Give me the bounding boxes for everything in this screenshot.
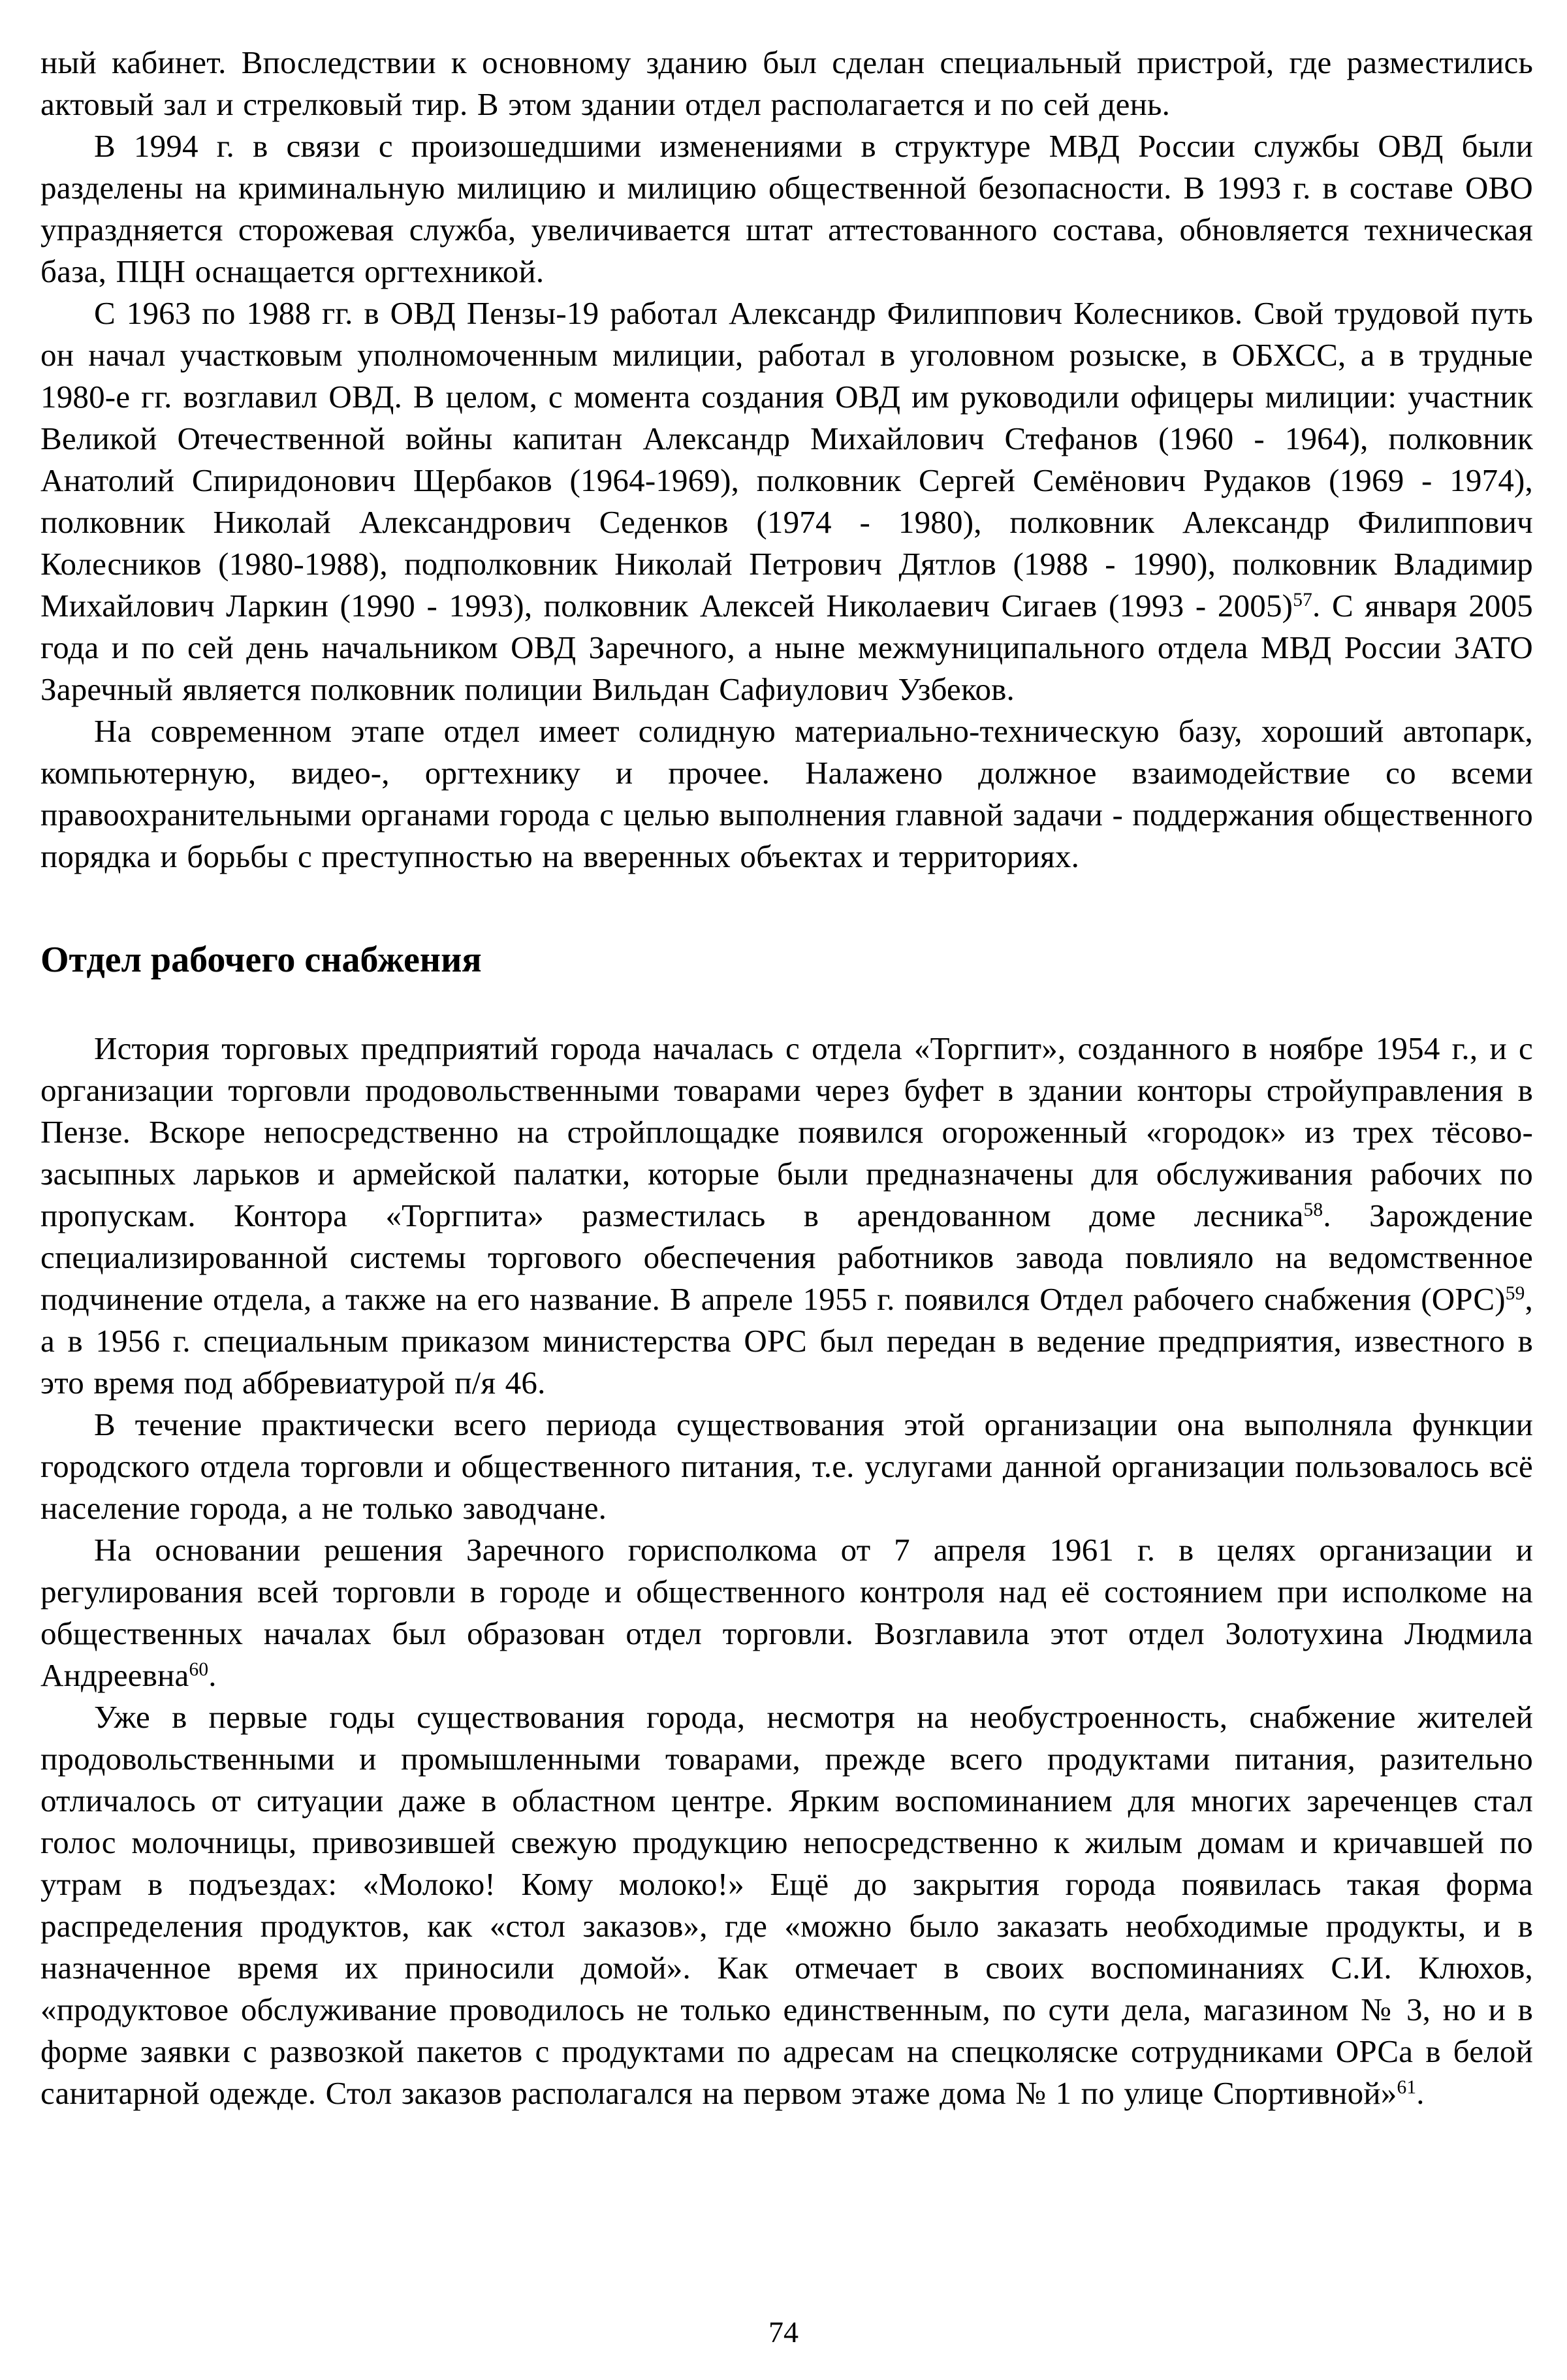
footnote-reference: 60 xyxy=(189,1658,209,1680)
paragraph: Уже в первые годы существования города, несмотря на необустроенность, снабжение жителей продовольственными и промышленными товарами, прежде всего продуктами питания, разительно отличалось от ситуации даже в областном центре. Ярким воспоминанием для многих зареченцев стал голос молочницы, привозившей свежую продукцию непосредственно к жилым домам и кричавшей по утрам в подъездах: «Молоко! Кому молоко!» Ещё до закрытия города появилась такая форма распределения продуктов, как «стол заказов», где «можно было заказать необходимые продукты, и в назначенное время их приносили домой». Как отмечает в своих воспоминаниях С.И. Клюхов, «продуктовое обслуживание проводилось не только единственным, по сути дела, магазином № 3, но и в форме заявки с развозкой пакетов с продуктами по адресам на спецколяске сотрудниками ОРСа в белой санитарной одежде. Стол заказов располагался на первом этаже дома № 1 по улице Спортивной»$^{61}$. xyxy=(40,1699,1533,2111)
paragraph: История торговых предприятий города началась с отдела «Торгпит», созданного в ноябре 1954 г., и с организации торговли продовольственными товарами через буфет в здании конторы стройуправления в Пензе. Вскоре непосредственно на стройплощадке появился огороженный «городок» из трех тёсово-засыпных ларьков и армейской палатки, которые были предназначены для обслуживания рабочих по пропускам. Контора «Торгпита» разместилась в арендованном доме лесника$^{58}$. Зарождение специализированной системы торгового обеспечения работников завода повлияло на ведомственное подчинение отдела, а также на его название. В апреле 1955 г. появился Отдел рабочего снабжения (ОРС)$^{59}$, а в 1956 г. специальным приказом министерства ОРС был передан в ведение предприятия, известного в это время под аббревиатурой п/я 46. xyxy=(40,1030,1533,1401)
section-heading: Отдел рабочего снабжения xyxy=(40,940,482,980)
paragraph: На современном этапе отдел имеет солидную материально-техническую базу, хороший автопарк, компьютерную, видео-, оргтехнику и прочее. Налажено должное взаимодействие со всеми правоохранительными органами города с целью выполнения главной задачи - поддержания общественного порядка и борьбы с преступностью на вверенных объектах и территориях. xyxy=(40,713,1533,874)
paragraph: С 1963 по 1988 гг. в ОВД Пензы-19 работал Александр Филиппович Колесников. Свой трудовой путь он начал участковым уполномоченным милиции, работал в уголовном розыске, в ОБХСС, а в трудные 1980-е гг. возглавил ОВД. В целом, с момента создания ОВД им руководили офицеры милиции: участник Великой Отечественной войны капитан Александр Михайлович Стефанов (1960 - 1964), полковник Анатолий Спиридонович Щербаков (1964-1969), полковник Сергей Семёнович Рудаков (1969 - 1974), полковник Николай Александрович Седенков (1974 - 1980), полковник Александр Филиппович Колесников (1980-1988), подполковник Николай Петрович Дятлов (1988 - 1990), полковник Владимир Михайлович Ларкин (1990 - 1993), полковник Алексей Николаевич Сигаев (1993 - 2005)$^{57}$. С января 2005 года и по сей день начальником ОВД Заречного, а ныне межмуниципального отдела МВД России ЗАТО Заречный является полковник полиции Вильдан Сафиулович Узбеков. xyxy=(40,295,1533,707)
footnote-reference: 57 xyxy=(1293,589,1312,611)
paragraph: На основании решения Заречного горисполкома от 7 апреля 1961 г. в целях организации и регулирования всей торговли в городе и общественного контроля над её состоянием при исполкоме на общественных началах был образован отдел торговли. Возглавила этот отдел Золотухина Людмила Андреевна$^{60}$. xyxy=(40,1532,1533,1693)
paragraph: В 1994 г. в связи с произошедшими изменениями в структуре МВД России службы ОВД были разделены на криминальную милицию и милицию общественной безопасности. В 1993 г. в составе ОВО упраздняется сторожевая служба, увеличивается штат аттестованного состава, обновляется техническая база, ПЦН оснащается оргтехникой. xyxy=(40,128,1533,289)
footnote-reference: 61 xyxy=(1397,2076,1417,2098)
page-number: 74 xyxy=(768,2315,799,2349)
text-block xyxy=(40,42,1533,2114)
paragraph: В течение практически всего периода существования этой организации она выполняла функции городского отдела торговли и общественного питания, т.е. услугами данной организации пользовалось всё население города, а не только заводчане. xyxy=(40,1406,1533,1526)
footnote-reference: 59 xyxy=(1505,1282,1525,1304)
footnote-reference: 58 xyxy=(1303,1199,1323,1220)
paragraph: ный кабинет. Впоследствии к основному зданию был сделан специальный пристрой, где разместились актовый зал и стрелковый тир. В этом здании отдел располагается и по сей день. xyxy=(40,44,1533,122)
